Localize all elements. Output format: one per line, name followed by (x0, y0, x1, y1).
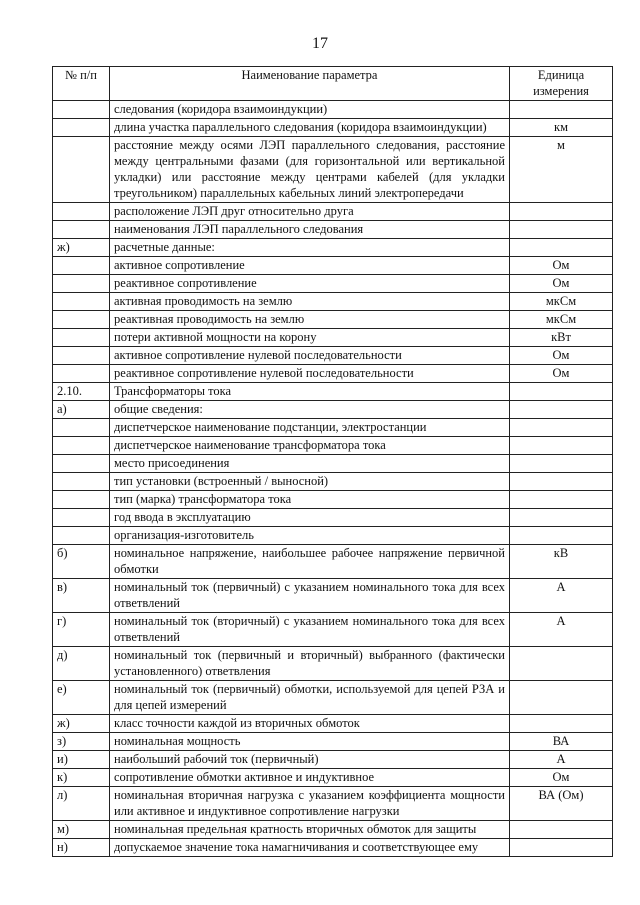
row-parameter-name: номинальный ток (первичный) обмотки, используемой для цепей РЗА и для цепей измерений (110, 681, 510, 715)
table-row (53, 437, 613, 455)
row-number (53, 293, 110, 311)
table-row (53, 419, 613, 437)
table-row (53, 509, 613, 527)
table-header-row (53, 67, 613, 101)
row-parameter-name: организация-изготовитель (110, 527, 510, 545)
row-parameter-name: тип установки (встроенный / выносной) (110, 473, 510, 491)
row-number: е) (53, 681, 110, 715)
page-number: 17 (312, 35, 328, 52)
table-row (53, 545, 613, 579)
row-number: ж) (53, 239, 110, 257)
row-unit (510, 401, 613, 419)
row-unit (510, 437, 613, 455)
row-unit: Ом (510, 365, 613, 383)
table-row (53, 681, 613, 715)
row-parameter-name: Трансформаторы тока (110, 383, 510, 401)
table-row (53, 293, 613, 311)
header-unit: Единица измерения (510, 67, 613, 101)
row-unit (510, 681, 613, 715)
row-parameter-name: расстояние между осями ЛЭП параллельного следования, расстояние между центральными фазами (для горизонтальной или вертикальной укладки) или расстояние между центрами кабелей (для укладки треугольником) параллельных кабельных линий электропередачи (110, 137, 510, 203)
row-number (53, 509, 110, 527)
row-number (53, 311, 110, 329)
row-number: м) (53, 821, 110, 839)
row-number (53, 527, 110, 545)
row-unit: А (510, 751, 613, 769)
row-number (53, 419, 110, 437)
row-unit: Ом (510, 275, 613, 293)
table-row (53, 715, 613, 733)
row-unit (510, 419, 613, 437)
row-number: а) (53, 401, 110, 419)
table-row (53, 119, 613, 137)
row-number (53, 455, 110, 473)
row-number: к) (53, 769, 110, 787)
row-parameter-name: допускаемое значение тока намагничивания и соответствующее ему (110, 839, 510, 857)
row-parameter-name: класс точности каждой из вторичных обмоток (110, 715, 510, 733)
row-parameter-name: длина участка параллельного следования (коридора взаимоиндукции) (110, 119, 510, 137)
row-number: б) (53, 545, 110, 579)
row-parameter-name: тип (марка) трансформатора тока (110, 491, 510, 509)
row-number: 2.10. (53, 383, 110, 401)
row-unit: ВА (510, 733, 613, 751)
row-number: з) (53, 733, 110, 751)
row-number (53, 257, 110, 275)
table-row (53, 787, 613, 821)
row-number (53, 203, 110, 221)
table-row (53, 275, 613, 293)
row-unit (510, 509, 613, 527)
row-parameter-name: расчетные данные: (110, 239, 510, 257)
row-number (53, 101, 110, 119)
table-row (53, 383, 613, 401)
row-unit: кВ (510, 545, 613, 579)
row-parameter-name: номинальное напряжение, наибольшее рабочее напряжение первичной обмотки (110, 545, 510, 579)
row-number: ж) (53, 715, 110, 733)
table-row (53, 239, 613, 257)
table-row (53, 329, 613, 347)
row-parameter-name: место присоединения (110, 455, 510, 473)
row-unit: Ом (510, 347, 613, 365)
table-row (53, 257, 613, 275)
row-parameter-name: наибольший рабочий ток (первичный) (110, 751, 510, 769)
row-parameter-name: номинальный ток (первичный и вторичный) выбранного (фактически установленного) ответвления (110, 647, 510, 681)
table-row (53, 221, 613, 239)
row-unit: А (510, 579, 613, 613)
row-parameter-name: активное сопротивление (110, 257, 510, 275)
row-parameter-name: номинальная мощность (110, 733, 510, 751)
row-number (53, 275, 110, 293)
row-number (53, 329, 110, 347)
table-row (53, 527, 613, 545)
row-number: и) (53, 751, 110, 769)
row-unit (510, 715, 613, 733)
row-parameter-name: номинальный ток (вторичный) с указанием номинального тока для всех ответвлений (110, 613, 510, 647)
table-row (53, 491, 613, 509)
row-unit (510, 527, 613, 545)
row-unit: км (510, 119, 613, 137)
row-number: г) (53, 613, 110, 647)
row-unit (510, 101, 613, 119)
row-number: л) (53, 787, 110, 821)
row-unit (510, 239, 613, 257)
row-unit: кВт (510, 329, 613, 347)
row-number (53, 119, 110, 137)
table-row (53, 579, 613, 613)
row-unit (510, 821, 613, 839)
row-number (53, 221, 110, 239)
row-unit (510, 203, 613, 221)
row-number: н) (53, 839, 110, 857)
row-number (53, 365, 110, 383)
row-parameter-name: наименования ЛЭП параллельного следования (110, 221, 510, 239)
row-unit: ВА (Ом) (510, 787, 613, 821)
row-unit (510, 383, 613, 401)
row-unit: Ом (510, 257, 613, 275)
table-row (53, 347, 613, 365)
row-unit (510, 473, 613, 491)
header-number: № п/п (53, 67, 110, 101)
row-parameter-name: реактивное сопротивление (110, 275, 510, 293)
header-parameter-name: Наименование параметра (110, 67, 510, 101)
table-row (53, 839, 613, 857)
table-row (53, 613, 613, 647)
row-unit: Ом (510, 769, 613, 787)
row-parameter-name: год ввода в эксплуатацию (110, 509, 510, 527)
row-parameter-name: диспетчерское наименование трансформатора тока (110, 437, 510, 455)
table-row (53, 751, 613, 769)
row-parameter-name: сопротивление обмотки активное и индуктивное (110, 769, 510, 787)
row-unit (510, 491, 613, 509)
row-number (53, 473, 110, 491)
row-number: в) (53, 579, 110, 613)
table-row (53, 821, 613, 839)
row-unit: мкСм (510, 311, 613, 329)
row-number (53, 491, 110, 509)
row-parameter-name: номинальная вторичная нагрузка с указанием коэффициента мощности или активное и индуктивное сопротивление нагрузки (110, 787, 510, 821)
table-row (53, 473, 613, 491)
row-parameter-name: общие сведения: (110, 401, 510, 419)
row-parameter-name: реактивная проводимость на землю (110, 311, 510, 329)
row-parameter-name: активное сопротивление нулевой последовательности (110, 347, 510, 365)
row-unit (510, 647, 613, 681)
row-unit (510, 221, 613, 239)
row-parameter-name: номинальная предельная кратность вторичных обмоток для защиты (110, 821, 510, 839)
table-row (53, 137, 613, 203)
table-row (53, 401, 613, 419)
row-parameter-name: диспетчерское наименование подстанции, электростанции (110, 419, 510, 437)
row-unit (510, 455, 613, 473)
row-parameter-name: потери активной мощности на корону (110, 329, 510, 347)
row-number: д) (53, 647, 110, 681)
row-parameter-name: номинальный ток (первичный) с указанием номинального тока для всех ответвлений (110, 579, 510, 613)
table-row (53, 311, 613, 329)
row-unit (510, 839, 613, 857)
row-unit: А (510, 613, 613, 647)
row-unit: мкСм (510, 293, 613, 311)
parameters-table (52, 66, 613, 857)
row-parameter-name: следования (коридора взаимоиндукции) (110, 101, 510, 119)
table-row (53, 769, 613, 787)
table-row (53, 455, 613, 473)
row-number (53, 347, 110, 365)
row-parameter-name: расположение ЛЭП друг относительно друга (110, 203, 510, 221)
table-row (53, 647, 613, 681)
row-number (53, 137, 110, 203)
table-row (53, 733, 613, 751)
table-row (53, 101, 613, 119)
table-row (53, 203, 613, 221)
row-unit: м (510, 137, 613, 203)
row-parameter-name: активная проводимость на землю (110, 293, 510, 311)
row-number (53, 437, 110, 455)
table-row (53, 365, 613, 383)
row-parameter-name: реактивное сопротивление нулевой последовательности (110, 365, 510, 383)
